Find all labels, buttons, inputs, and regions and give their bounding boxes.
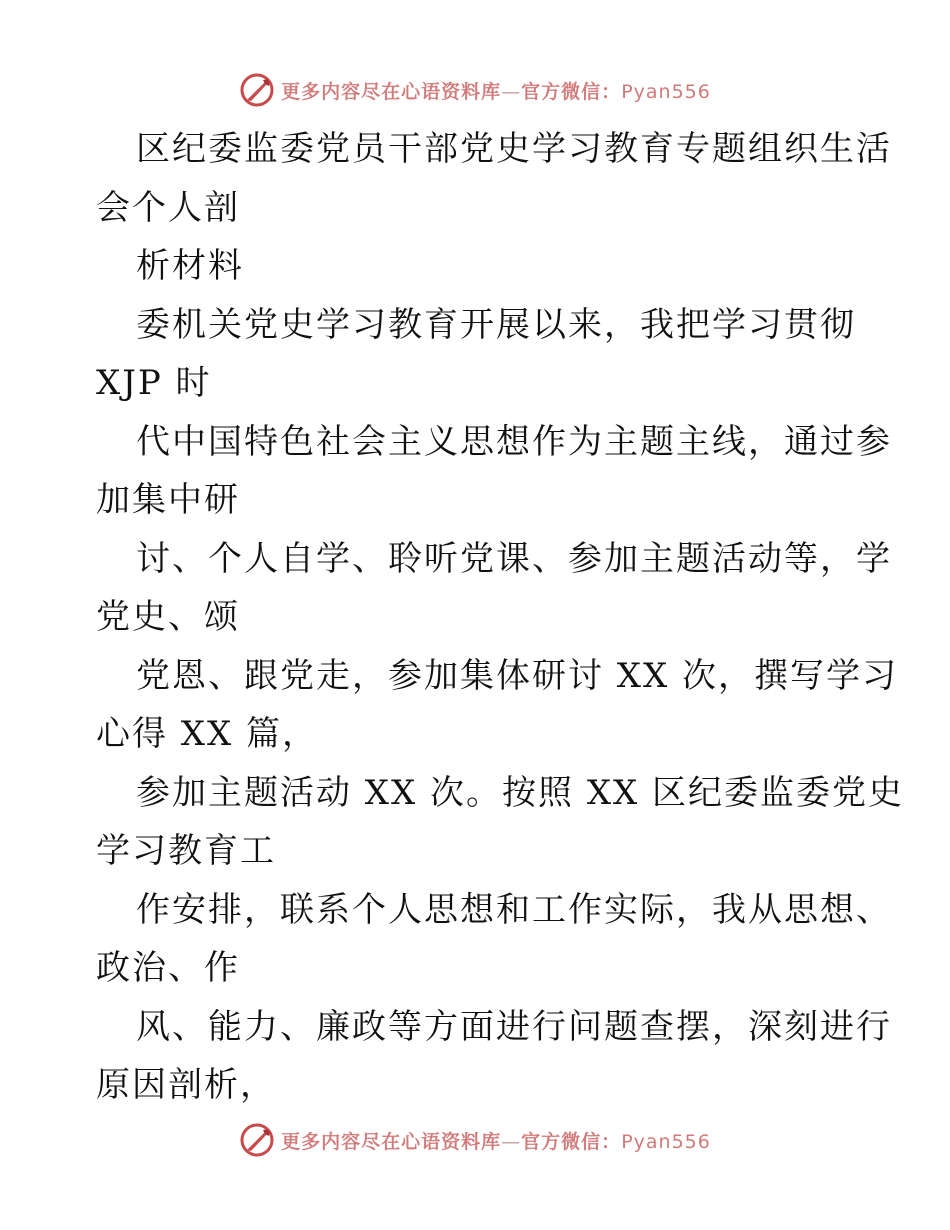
text-line: 参加主题活动 XX 次。按照 XX 区纪委监委党史: [136, 772, 905, 813]
text-line: 心得 XX 篇，: [96, 714, 319, 754]
text-line: 代中国特色社会主义思想作为主题主线，通过参: [136, 421, 892, 462]
quill-logo-icon: [239, 1122, 275, 1158]
text-line: XJP 时: [96, 363, 212, 403]
text-line: 原因剖析，: [96, 1065, 276, 1105]
text-line: 党史、颂: [96, 597, 240, 637]
footer-watermark: [0, 1120, 950, 1160]
quill-logo-icon: [239, 72, 275, 108]
text-line: 学习教育工: [96, 831, 276, 871]
text-line: 会个人剖: [96, 187, 240, 228]
text-line: 党恩、跟党走，参加集体研讨 XX 次，撰写学习: [136, 655, 899, 696]
text-line: 风、能力、廉政等方面进行问题查摆，深刻进行: [136, 1006, 892, 1047]
text-line: 析材料: [136, 246, 244, 286]
document-body: [96, 120, 905, 1115]
text-line: 委机关党史学习教育开展以来，我把学习贯彻: [136, 304, 856, 345]
text-line: 区纪委监委党员干部党史学习教育专题组织生活: [136, 129, 892, 169]
header-watermark: [0, 70, 950, 110]
text-line: 政治、作: [96, 948, 240, 988]
text-line: 作安排，联系个人思想和工作实际，我从思想、: [136, 889, 892, 930]
watermark-text: 更多内容尽在心语资料库—官方微信：Pyan556: [281, 80, 711, 103]
text-line: 加集中研: [96, 480, 240, 520]
text-line: 讨、个人自学、聆听党课、参加主题活动等，学: [136, 538, 892, 579]
watermark-text: 更多内容尽在心语资料库—官方微信：Pyan556: [281, 1130, 711, 1153]
